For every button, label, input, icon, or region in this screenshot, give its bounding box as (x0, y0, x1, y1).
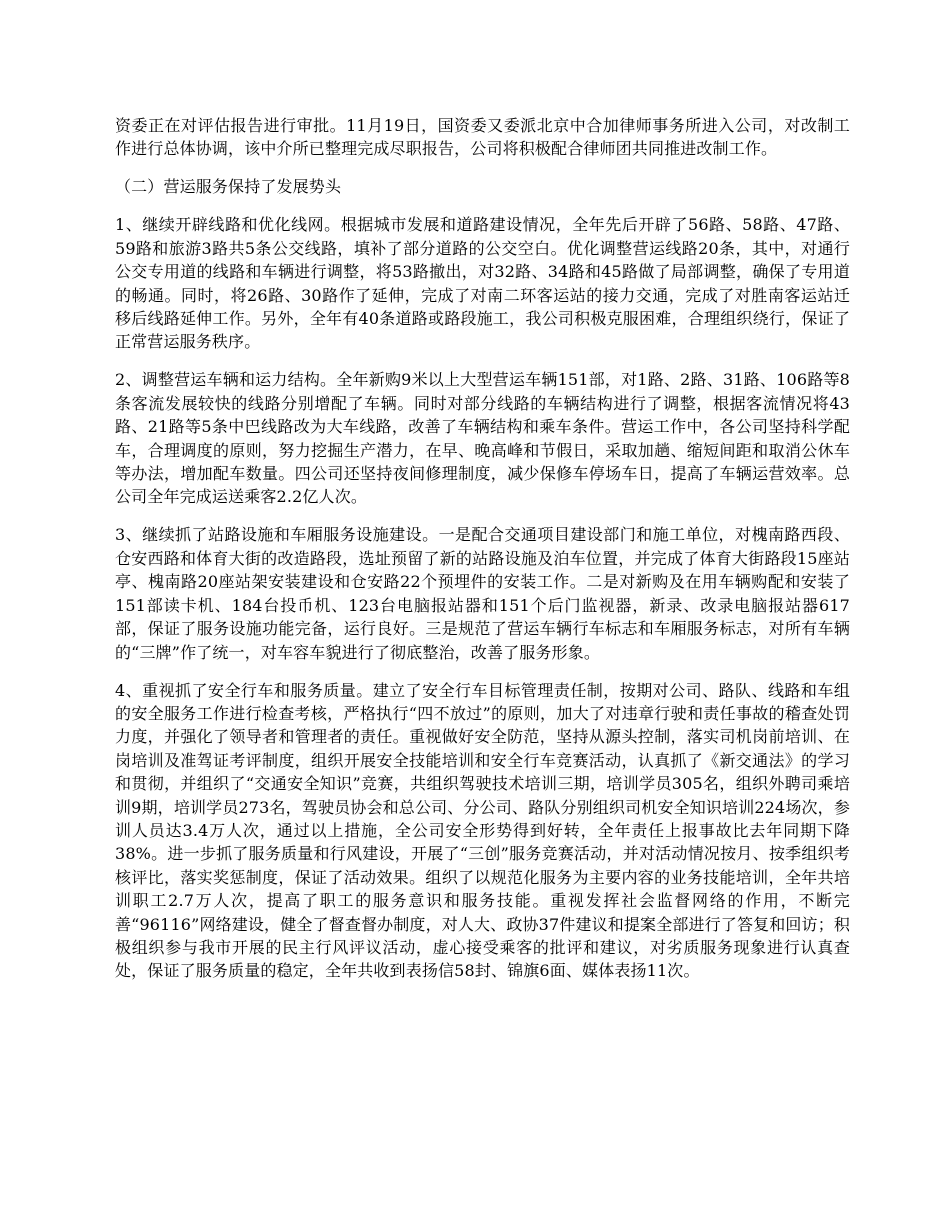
section-heading: （二）营运服务保持了发展势头 (115, 177, 342, 197)
document-body (115, 114, 850, 997)
paragraph-item-3: 3、继续抓了站路设施和车厢服务设施建设。一是配合交通项目建设部门和施工单位，对槐南路西段、仓安西路和体育大街的改造路段，选址预留了新的站路设施及泊车位置，并完成了体育大街路段15座站亭、槐南路20座站架安装建设和仓安路22个预埋件的安装工作。二是对新购及在用车辆购配和安装了151部读卡机、184台投币机、123台电脑报站器和151个后门监视器，新录、改录电脑报站器617部，保证了服务设施功能完备，运行良好。三是规范了营运车辆行车标志和车厢服务标志，对所有车辆的“三牌”作了统一，对车容车貌进行了彻底整治，改善了服务形象。 (115, 525, 850, 662)
paragraph-item-2: 2、调整营运车辆和运力结构。全年新购9米以上大型营运车辆151部，对1路、2路、31路、106路等8条客流发展较快的线路分别增配了车辆。同时对部分线路的车辆结构进行了调整，根据客流情况将43路、21路等5条中巴线路改为大车线路，改善了车辆结构和乘车条件。营运工作中，各公司坚持科学配车，合理调度的原则，努力挖掘生产潜力，在早、晚高峰和节假日，采取加趟、缩短间距和取消公休车等办法，增加配车数量。四公司还坚持夜间修理制度，减少保修车停场车日，提高了车辆运营效率。总公司全年完成运送乘客2.2亿人次。 (115, 370, 850, 507)
paragraph-item-4: 4、重视抓了安全行车和服务质量。建立了安全行车目标管理责任制，按期对公司、路队、线路和车组的安全服务工作进行检查考核，严格执行“四不放过”的原则，加大了对违章行驶和责任事故的稽查处罚力度，并强化了领导者和管理者的责任。重视做好安全防范，坚持从源头控制，落实司机岗前培训、在岗培训及准驾证考评制度，组织开展安全技能培训和安全行车竞赛活动，认真抓了《新交通法》的学习和贯彻，并组织了“交通安全知识”竞赛，共组织驾驶技术培训三期，培训学员305名，组织外聘司乘培训9期，培训学员273名，驾驶员协会和总公司、分公司、路队分别组织司机安全知识培训224场次，参训人员达3.4万人次，通过以上措施，全公司安全形势得到好转，全年责任上报事故比去年同期下降38%。进一步抓了服务质量和行风建设，开展了“三创”服务竞赛活动，并对活动情况按月、按季组织考核评比，落实奖惩制度，保证了活动效果。组织了以规范化服务为主要内容的业务技能培训，全年共培训职工2.7万人次，提高了职工的服务意识和服务技能。重视发挥社会监督网络的作用，不断完善“96116”网络建设，健全了督查督办制度，对人大、政协37件建议和提案全部进行了答复和回访；积极组织参与我市开展的民主行风评议活动，虚心接受乘客的批评和建议，对劣质服务现象进行认真查处，保证了服务质量的稳定，全年共收到表扬信58封、锦旗6面、媒体表扬11次。 (115, 680, 850, 981)
paragraph-intro: 资委正在对评估报告进行审批。11月19日，国资委又委派北京中合加律师事务所进入公司，对改制工作进行总体协调，该中介所已整理完成尽职报告，公司将积极配合律师团共同推进改制工作。 (115, 116, 850, 159)
paragraph-item-1: 1、继续开辟线路和优化线网。根据城市发展和道路建设情况，全年先后开辟了56路、58路、47路、59路和旅游3路共5条公交线路，填补了部分道路的公交空白。优化调整营运线路20条，其中，对通行公交专用道的线路和车辆进行调整，将53路撤出，对32路、34路和45路做了局部调整，确保了专用道的畅通。同时，将26路、30路作了延伸，完成了对南二环客运站的接力交通，完成了对胜南客运站迁移后线路延伸工作。另外，全年有40条道路或路段施工，我公司积极克服困难，合理组织绕行，保证了正常营运服务秩序。 (115, 215, 850, 352)
